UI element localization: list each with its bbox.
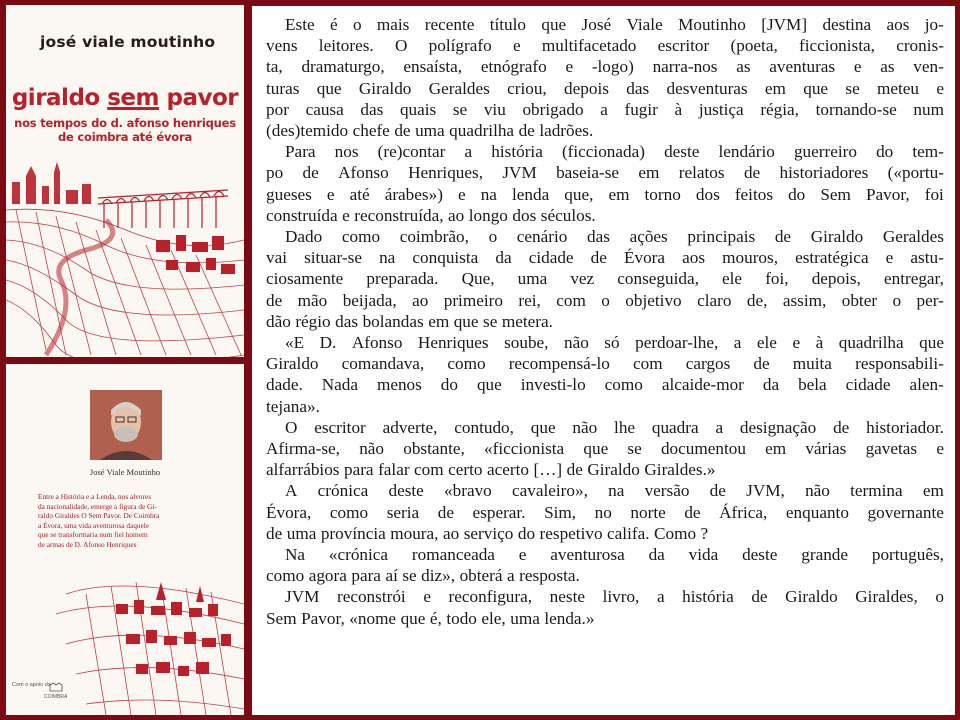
blurb-line: Entre a História e a Lenda, nos alvores [38, 492, 152, 501]
front-cover-title [6, 85, 244, 111]
article-line: Este é o mais recente título que José Viale Moutinho [JVM] destina aos jo- [285, 15, 944, 34]
crest-icon [49, 682, 63, 692]
article-line: O escritor adverte, contudo, que não lhe quadra a designação de historiador. [285, 417, 944, 437]
author-photo [90, 390, 162, 460]
article-line: JVM reconstrói e reconfigura, neste livro, a história de Giraldo Giraldes, o [285, 587, 944, 607]
article-line: ta, dramaturgo, ensaísta, etnógrafo e -logo) narra-nos as aventuras e as ven- [266, 57, 944, 77]
blurb-line: de armas de D. Afonso Henriques [38, 539, 137, 549]
article-line: gueses e até árabes») e na lenda que, em torno dos feitos do Sem Pavor, foi [266, 184, 944, 204]
blurb-line: a Évora, uma vida aventurosa daquele [38, 520, 150, 530]
article-line: Para nos (re)contar a história (ficcionada) deste lendário guerreiro do tem- [285, 142, 944, 162]
article-line: Sem Pavor, «nome que é, todo ele, uma lenda.» [266, 608, 595, 628]
front-cover-subtitle-1: nos tempos do d. afonso henriques [14, 116, 236, 130]
blurb-line: raldo Giraldes O Sem Pavor. De Coimbra [38, 511, 160, 520]
article-line: Afirma-se, não obstante, «ficcionista que se documentou em várias gavetas e [266, 439, 944, 459]
coimbra-logo [44, 682, 67, 700]
blurb-line: da nacionalidade, emerge a figura de Gi- [38, 501, 157, 511]
article-line: (des)temido chefe de uma quadrilha de ladrões. [266, 121, 594, 141]
article-text [252, 6, 955, 715]
article-line: turas que Giraldo Geraldes criou, depois das desventuras em que se meteu e [266, 78, 944, 98]
article-line: vens leitores. O polígrafo e multifacetado escritor (poeta, ficcionista, cronis- [266, 36, 944, 56]
article-line: Dado como coimbrão, o cenário das ações principais de Giraldo Geraldes [285, 227, 944, 247]
article-line: po de Afonso Henriques, JVM baseia-se em relatos de historiadores («portu- [266, 163, 944, 183]
article-line: «E D. Afonso Henriques soube, não só perdoar-lhe, a ele e à quadrilha que [285, 333, 944, 353]
back-cover-author: José Viale Moutinho [89, 467, 161, 477]
article-line: Évora, como seria de esperar. Sim, no norte de África, enquanto governante [266, 502, 944, 522]
article-line: por causa das quais se viu obrigado a fugir à justiça régia, tornando-se num [266, 99, 944, 119]
city-engraving-illustration-back [6, 564, 244, 715]
title-part-1: giraldo [11, 85, 100, 111]
city-engraving-illustration [6, 150, 244, 357]
back-cover-blurb [38, 492, 218, 549]
article-line: construída e reconstruída, ao longo dos séculos. [266, 205, 596, 225]
article-line: de mão beijada, ao primeiro rei, com o objetivo claro de, assim, obter o per- [266, 290, 944, 310]
article-line: alfarrábios para falar com certo acerto […] de Giraldo Giraldes.» [266, 460, 716, 480]
article-line: A crónica deste «bravo cavaleiro», na versão de JVM, não termina em [285, 481, 944, 501]
blurb-line: que se transformaria num fiel homem [38, 530, 148, 539]
back-cover-image [6, 364, 244, 715]
logo-text: COIMBRA [44, 694, 68, 700]
title-sem: sem [107, 85, 159, 111]
article-line: de uma província moura, ao serviço do respetivo califa. Como ? [266, 523, 709, 543]
article-line: Giraldo comandava, como recompensá-lo com cargos de muita responsabili- [266, 354, 944, 374]
article-line: vai situar-se na conquista da cidade de Évora aos mouros, estratégica e astu- [266, 248, 944, 268]
front-cover-subtitle-2: de coimbra até évora [57, 130, 193, 144]
article-line: ciosamente preparada. Que, uma vez conseguida, ele foi, depois, entregar, [266, 269, 944, 289]
article-line: dão régio das bolandas em que se metera. [266, 311, 553, 331]
front-cover-image [6, 5, 244, 357]
front-cover-author: josé viale moutinho [40, 33, 216, 51]
article-line: como agora para aí se diz», obterá a resposta. [266, 566, 580, 586]
article-line: Na «crónica romanceada e aventurosa da vida deste grande português, [285, 545, 944, 565]
support-text: Com o apoio da [12, 682, 51, 688]
article-line: dade. Nada menos do que investi-lo como alcaide-mor da bela cidade alen- [266, 375, 944, 395]
title-part-2: pavor [166, 85, 239, 111]
article-line: tejana». [266, 396, 320, 416]
